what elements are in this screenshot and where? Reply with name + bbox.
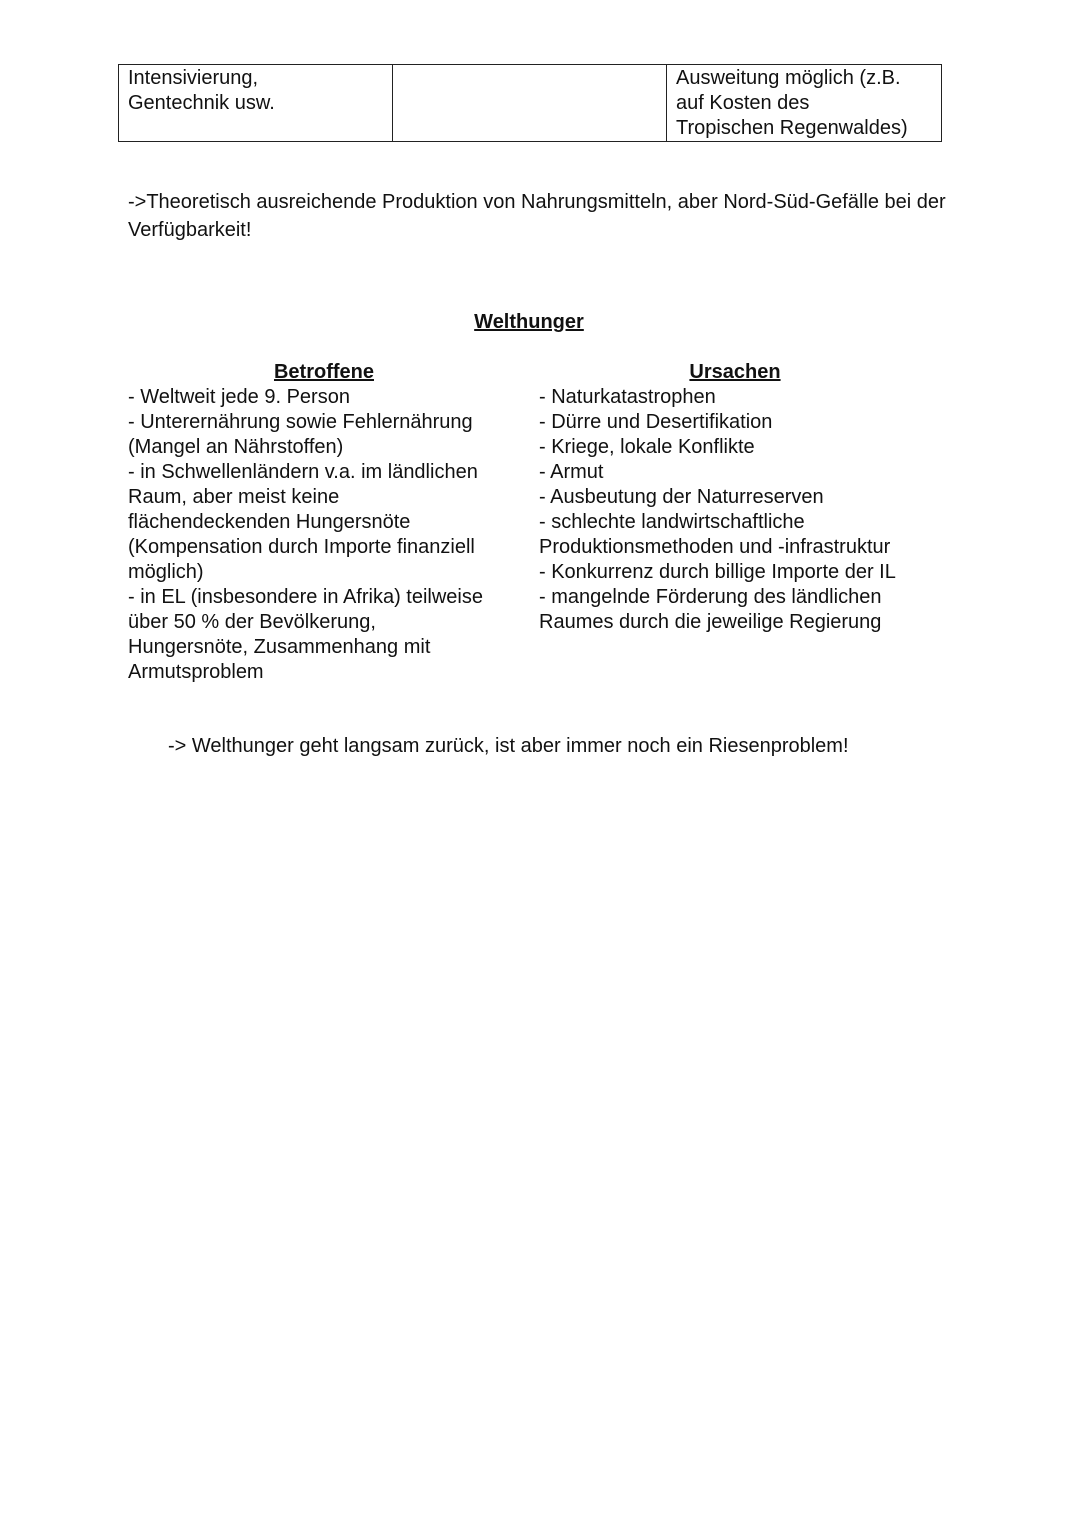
list-item: (Kompensation durch Importe finanziell bbox=[128, 536, 475, 558]
list-item: über 50 % der Bevölkerung, bbox=[128, 611, 376, 633]
comparison-table-fragment bbox=[118, 64, 942, 142]
list-item: - Naturkatastrophen bbox=[539, 386, 716, 408]
affected-title: Betroffene bbox=[273, 361, 374, 383]
list-item: - Konkurrenz durch billige Importe der IL bbox=[539, 561, 896, 583]
list-item: - Armut bbox=[539, 461, 604, 483]
production-conclusion: ->Theoretisch ausreichende Produktion von Nahrungsmitteln, aber Nord-Süd-Gefälle bei der Verfügbarkeit! bbox=[128, 191, 946, 241]
list-item: flächendeckenden Hungersnöte bbox=[128, 511, 411, 533]
list-item: - Unterernährung sowie Fehlernährung bbox=[128, 411, 473, 433]
list-item: - Ausbeutung der Naturreserven bbox=[539, 486, 824, 508]
list-item: - schlechte landwirtschaftliche bbox=[539, 511, 805, 533]
list-item: Raum, aber meist keine bbox=[128, 486, 340, 508]
affected-column bbox=[128, 360, 528, 685]
list-item: Hungersnöte, Zusammenhang mit bbox=[128, 636, 431, 658]
section-title-welthunger: Welthunger bbox=[474, 311, 584, 333]
table-cell-empty bbox=[393, 65, 667, 142]
list-item: - mangelnde Förderung des ländlichen bbox=[539, 586, 882, 608]
causes-column bbox=[539, 360, 939, 635]
list-item: Raumes durch die jeweilige Regierung bbox=[539, 611, 882, 633]
list-item: Produktionsmethoden und -infrastruktur bbox=[539, 536, 891, 558]
list-item: Armutsproblem bbox=[128, 661, 264, 683]
list-item: - Dürre und Desertifikation bbox=[539, 411, 773, 433]
table-cell-expansion: Ausweitung möglich (z.B. auf Kosten des Tropischen Regenwaldes) bbox=[667, 65, 942, 142]
list-item: - Weltweit jede 9. Person bbox=[128, 386, 350, 408]
list-item: (Mangel an Nährstoffen) bbox=[128, 436, 344, 458]
causes-title: Ursachen bbox=[689, 361, 781, 383]
list-item: - in Schwellenländern v.a. im ländlichen bbox=[128, 461, 478, 483]
list-item: - in EL (insbesondere in Afrika) teilweise bbox=[128, 586, 483, 608]
final-conclusion: -> Welthunger geht langsam zurück, ist aber immer noch ein Riesenproblem! bbox=[168, 735, 849, 757]
table-cell-measures: Intensivierung, Gentechnik usw. bbox=[119, 65, 393, 142]
list-item: möglich) bbox=[128, 561, 204, 583]
table-row bbox=[119, 65, 942, 142]
list-item: - Kriege, lokale Konflikte bbox=[539, 436, 755, 458]
